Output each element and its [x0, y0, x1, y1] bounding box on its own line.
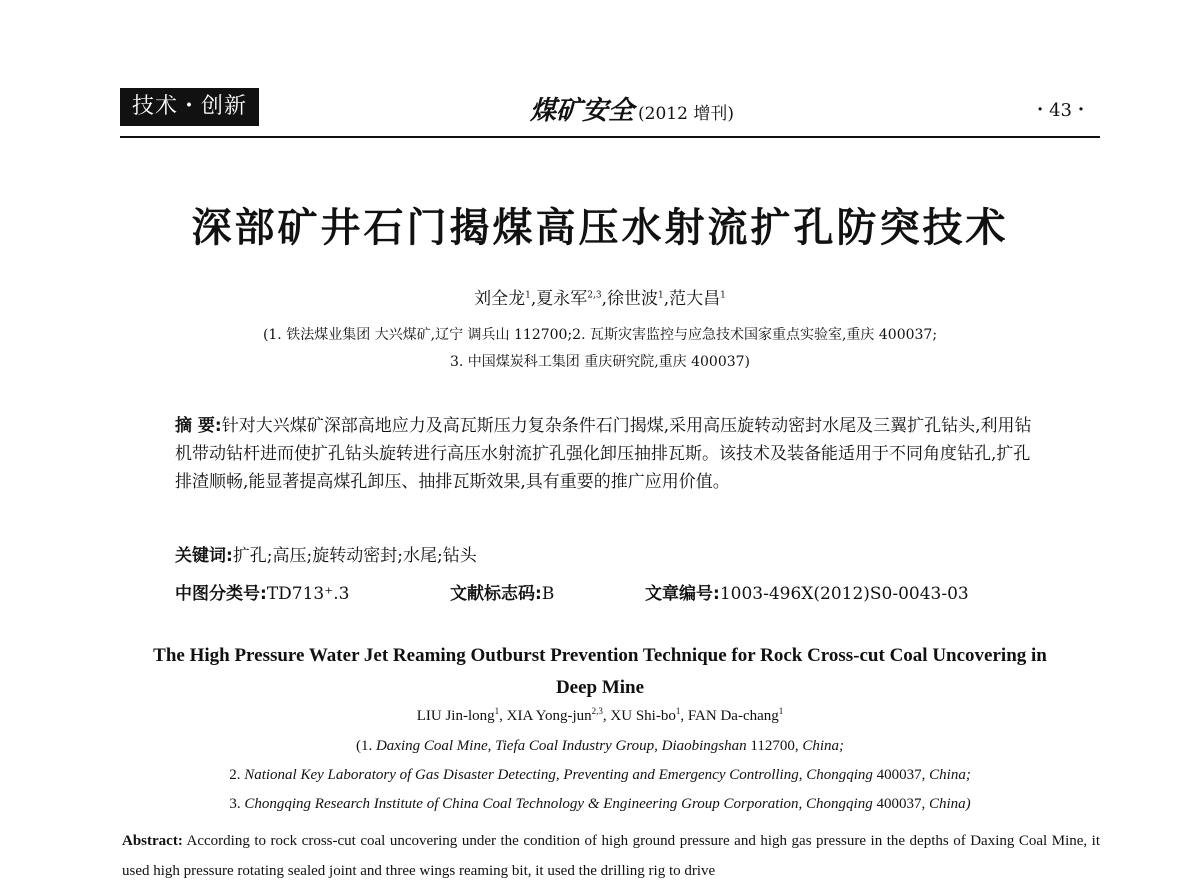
author-name: 范大昌 [669, 289, 721, 309]
author-name: 刘全龙 [474, 289, 526, 309]
article-no-value: 1003-496X(2012)S0-0043-03 [719, 584, 969, 604]
abstract-zh-label: 摘 要: [175, 416, 222, 436]
clc-group [175, 579, 349, 604]
journal-title: 煤矿安全 [530, 96, 635, 126]
paper-title-en: The High Pressure Water Jet Reaming Outburst Prevention Technique for Rock Cross-cut Coal Uncovering in Deep Mine [153, 645, 1047, 698]
affiliation-en-line2 [0, 767, 1200, 784]
affil-en-country: China) [928, 796, 971, 812]
keywords-label: 关键词: [175, 546, 233, 566]
affil-en-country: China; [802, 738, 845, 754]
paper-title-zh: 深部矿井石门揭煤高压水射流扩孔防突技术 [191, 205, 1009, 251]
author-affil-sup: 1 [778, 706, 784, 716]
article-no-label: 文章编号: [645, 584, 720, 604]
abstract-en-text: According to rock cross-cut coal uncovering under the condition of high ground pressure and high gas pressure in the depths of Daxing Coal Mine, it used high pressure rotating sealed joint and three wings reaming bit, it used the drilling rig to drive [122, 833, 1100, 879]
author-affil-sup: 1 [525, 290, 531, 301]
abstract-zh-text: 针对大兴煤矿深部高地应力及高瓦斯压力复杂条件石门揭煤,采用高压旋转动密封水尾及三翼扩孔钻头,利用钻机带动钻杆进而使扩孔钻头旋转进行高压水射流扩孔强化卸压抽排瓦斯。该技术及装备能适用于不同角度钻孔,扩孔排渣顺畅,能显著提高煤孔卸压、抽排瓦斯效果,具有重要的推广应用价值。 [175, 416, 1032, 492]
doc-code-label: 文献标志码: [450, 584, 542, 604]
doc-code-value: B [541, 584, 555, 604]
affiliation-zh-line1: (1. 铁法煤业集团 大兴煤矿,辽宁 调兵山 112700;2. 瓦斯灾害监控与应急技术国家重点实验室,重庆 400037; [262, 327, 938, 343]
affil-en-postcode: 400037, [872, 767, 930, 783]
page-number: ・43・ [1031, 100, 1090, 121]
author-name: 徐世波 [607, 289, 658, 309]
abstract-zh [175, 412, 1045, 496]
author-affil-sup: 2,3 [591, 706, 603, 716]
abstract-en-label: Abstract: [122, 833, 183, 849]
author-affil-sup: 1 [720, 290, 726, 301]
affil-en-text: Daxing Coal Mine, Tiefa Coal Industry Group, Diaobingshan [375, 738, 747, 754]
affil-en-text: Chongqing Research Institute of China Coal Technology & Engineering Group Corporation, Chongqing [244, 796, 873, 812]
author-name-en: XU Shi-bo [610, 708, 676, 724]
section-tag: 技术・创新 [120, 88, 259, 126]
affil-en-country: China; [929, 767, 971, 783]
authors-zh [0, 284, 1200, 309]
affil-en-postcode: 112700, [746, 738, 803, 754]
article-no-group [645, 579, 969, 604]
clc-value: TD713⁺.3 [266, 584, 350, 604]
author-affil-sup: 1 [675, 706, 681, 716]
author-name-en: XIA Yong-jun [506, 708, 592, 724]
author-affil-sup: 1 [494, 706, 500, 716]
keywords-text: 扩孔;高压;旋转动密封;水尾;钻头 [232, 546, 477, 566]
header-rule [120, 136, 1100, 138]
author-name-en: FAN Da-chang [687, 708, 779, 724]
affiliation-en-line1 [0, 738, 1200, 755]
journal-name [530, 90, 734, 127]
authors-en [0, 708, 1200, 725]
affil-en-text: National Key Laboratory of Gas Disaster Detecting, Preventing and Emergency Controlling, Chongqing [244, 767, 873, 783]
running-header [120, 88, 1100, 132]
affil-en-number: 2. [229, 767, 245, 783]
author-separator: , [601, 289, 607, 309]
doc-code-group [450, 579, 554, 604]
author-separator: , [499, 708, 507, 724]
clc-label: 中图分类号: [175, 584, 267, 604]
affiliation-zh-line2: 3. 中国煤炭科工集团 重庆研究院,重庆 400037) [449, 354, 751, 370]
abstract-en [122, 826, 1100, 886]
affiliation-en-line3 [0, 796, 1200, 813]
author-separator: , [680, 708, 688, 724]
author-name-en: LIU Jin-long [416, 708, 495, 724]
affil-en-number: 3. [229, 796, 245, 812]
affil-en-postcode: 400037, [872, 796, 929, 812]
author-affil-sup: 2,3 [587, 290, 602, 301]
keywords-zh [175, 542, 1045, 570]
author-name: 夏永军 [536, 289, 588, 309]
affil-en-number: (1. [355, 738, 376, 754]
author-separator: , [530, 289, 537, 309]
author-separator: , [602, 708, 611, 724]
journal-issue: (2012 增刊) [638, 104, 734, 124]
author-separator: , [663, 289, 670, 309]
author-affil-sup: 1 [658, 290, 664, 301]
